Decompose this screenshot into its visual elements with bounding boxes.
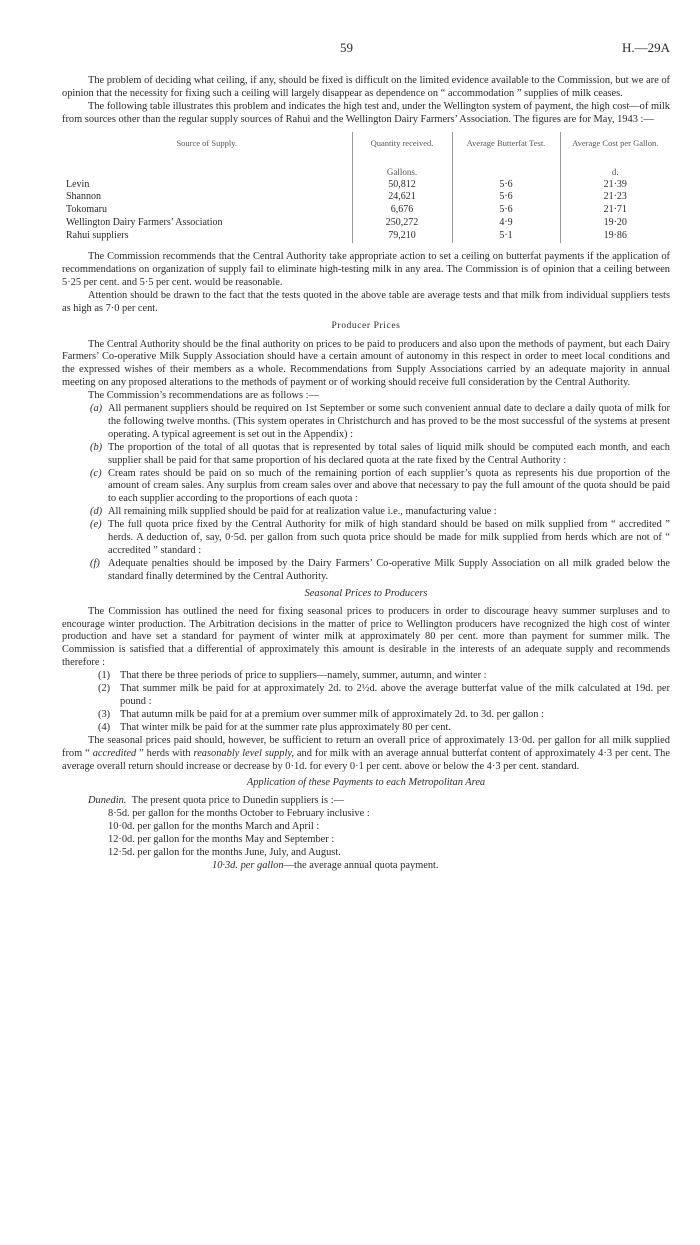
list-item-text: That summer milk be paid for at approximately 2d. to 2½d. above the average butterfat value of the milk calculated at 19d. per pound : xyxy=(120,683,670,707)
row-source: Levin xyxy=(66,178,90,190)
average-quota-summary: 10·3d. per gallon—the average annual quota payment. xyxy=(212,859,439,871)
list-item-text: All remaining milk supplied should be paid for at realization value i.e., manufacturing value : xyxy=(108,506,497,518)
list-item-text: That autumn milk be paid for at a premium over summer milk of approximately 2d. to 3d. per gallon : xyxy=(120,708,544,720)
paragraph-ceiling: The problem of deciding what ceiling, if any, should be fixed is difficult on the limited evidence available to the Commission, but we are of opinion that the necessity for fixing such a ceiling will largely disappear as dependence on “ accommodation ” supplies of milk ceases. xyxy=(62,75,670,99)
units-row xyxy=(62,162,670,179)
row-cost: 19·86 xyxy=(560,230,670,243)
list-item-label: (e) xyxy=(90,519,102,531)
list-item-text: Adequate penalties should be imposed by the Dairy Farmers’ Co-operative Milk Supply Association on all milk graded below the standard finally determined by the Central Authority. xyxy=(108,557,670,582)
paragraph-recommendations-intro: The Commission’s recommendations are as follows :— xyxy=(88,390,319,402)
rate-line: 12·5d. per gallon for the months June, July, and August. xyxy=(108,846,341,858)
list-item-label: (3) xyxy=(98,708,111,720)
rate-line: 8·5d. per gallon for the months October to February inclusive : xyxy=(108,808,370,820)
paragraph-central-authority: The Central Authority should be the final authority on prices to be paid to producers and also upon the methods of payment, but each Dairy Farmers’ Co-operative Milk Supply Association should have a certain amount of autonomy in this respect in order to meet local conditions and the expressed wishes of their members as a whole. Recommendations from Supply Associations carried by an adequate majority in annual meeting on any proposed alterations to the methods of payment or of working should receive full consideration by the Central Authority. xyxy=(62,338,670,389)
column-header-quantity: Quantity received. xyxy=(352,132,452,162)
dunedin-intro: The present quota price to Dunedin suppliers is :— xyxy=(131,795,344,807)
list-item-label: (d) xyxy=(90,506,103,518)
row-source: Tokomaru xyxy=(66,204,107,216)
paragraph-ceiling-recommendation: The Commission recommends that the Central Authority take appropriate action to set a ceiling on butterfat payments if the application of recommendations on organization of supply fail to eliminate high-testing milk in any area. The Commission is of opinion that a ceiling between 5·25 per cent. and 5·5 per cent. would be reasonable. xyxy=(62,251,670,288)
page-number: 59 xyxy=(340,40,353,55)
table-row xyxy=(62,179,670,192)
heading-seasonal-prices: Seasonal Prices to Producers xyxy=(304,587,428,599)
list-item xyxy=(62,468,670,507)
rate-line: 12·0d. per gallon for the months May and September : xyxy=(108,834,335,846)
page-header xyxy=(60,40,670,60)
unit-test xyxy=(452,162,560,179)
row-cost: 21·39 xyxy=(560,179,670,192)
recommendations-list xyxy=(62,403,670,584)
list-item-text: That there be three periods of price to suppliers—namely, summer, autumn, and winter : xyxy=(120,670,487,682)
row-test: 5·6 xyxy=(452,204,560,217)
list-item-text: The full quota price fixed by the Central Authority for milk of high standard should be based on milk supplied from “ accredited ” herds. A deduction of, say, 0·5d. per gallon from such quota price should be made for milk supplied from herds which are not of “ accredited ” standard : xyxy=(108,519,670,556)
paragraph-seasonal: The Commission has outlined the need for fixing seasonal prices to producers in order to discourage heavy summer surpluses and to encourage winter production. The Arbitration decisions in the matter of price to Wellington producers have recognized the high cost of winter production and have set a standard for payment of winter milk at approximately 80 per cent. more than payment for summer milk. The Commission is satisfied that a differential of approximately this amount is desirable in the interests of an adequate supply and recommends therefore : xyxy=(62,605,670,669)
seasonal-list xyxy=(62,670,670,735)
row-cost: 19·20 xyxy=(560,217,670,230)
row-source: Shannon xyxy=(66,191,101,203)
list-item-label: (f) xyxy=(90,557,100,569)
heading-producer-prices: Producer Prices xyxy=(331,320,401,331)
city-name: Dunedin. xyxy=(88,795,127,807)
list-item-label: (1) xyxy=(98,670,111,682)
paragraph-seasonal-overall: The seasonal prices paid should, however, be sufficient to return an overall price of approximately 13·0d. per gallon for all milk supplied from “ accredited ” herds with reasonably level supply, and for milk with an average annual butterfat content of approximately 4·3 per cent. The average overall return should increase or decrease by 0·1d. for every 0·1 per cent. above or below the 4·3 per cent. standard. xyxy=(62,734,670,772)
list-item-label: (a) xyxy=(90,403,103,415)
row-quantity: 250,272 xyxy=(352,217,452,230)
list-item xyxy=(62,722,670,735)
heading-application: Application of these Payments to each Metropolitan Area xyxy=(246,777,486,789)
list-item xyxy=(62,709,670,722)
list-item-label: (2) xyxy=(98,683,111,695)
list-item xyxy=(62,442,670,468)
unit-cost: d. xyxy=(560,162,670,179)
page-body xyxy=(62,75,670,873)
table-row xyxy=(62,204,670,217)
row-test: 4·9 xyxy=(452,217,560,230)
column-header-test: Average Butterfat Test. xyxy=(452,132,560,162)
list-item xyxy=(62,506,670,519)
unit-quantity: Gallons. xyxy=(352,162,452,179)
list-item xyxy=(62,670,670,683)
column-header-cost: Average Cost per Gallon. xyxy=(560,132,670,162)
list-item xyxy=(62,519,670,558)
list-item-label: (b) xyxy=(90,441,103,453)
list-item-label: (c) xyxy=(90,467,102,479)
row-cost: 21·71 xyxy=(560,204,670,217)
row-source: Wellington Dairy Farmers’ Association xyxy=(66,217,223,229)
supply-table xyxy=(62,132,670,243)
rate-line: 10·0d. per gallon for the months March and April : xyxy=(108,821,320,833)
row-quantity: 6,676 xyxy=(352,204,452,217)
list-item-text: The proportion of the total of all quotas that is represented by total sales of liquid milk should be computed each month, and each supplier shall be paid for that same proportion of his declared quota at the rate fixed by the Central Authority : xyxy=(108,441,670,466)
unit-source xyxy=(62,162,352,179)
paragraph-dunedin xyxy=(88,795,670,808)
row-test: 5·1 xyxy=(452,230,560,243)
row-cost: 21·23 xyxy=(560,191,670,204)
row-quantity: 79,210 xyxy=(352,230,452,243)
list-item-text: Cream rates should be paid on so much of the remaining portion of each supplier’s quota as represents his due proportion of the amount of cream sales. Any surplus from cream sales over and above that necessary to pay the full amount of the quota should be paid to each supplier according to the proportions of each quota : xyxy=(108,467,670,505)
supply-table-header xyxy=(62,132,670,162)
column-header-source: Source of Supply. xyxy=(176,137,238,148)
row-test: 5·6 xyxy=(452,191,560,204)
list-item xyxy=(62,403,670,442)
row-source: Rahui suppliers xyxy=(66,230,129,242)
row-quantity: 24,621 xyxy=(352,191,452,204)
paragraph-tests-note: Attention should be drawn to the fact that the tests quoted in the above table are average tests and that milk from individual suppliers tests as high as 7·0 per cent. xyxy=(62,289,670,314)
document-reference: H.—29A xyxy=(621,40,670,55)
row-test: 5·6 xyxy=(452,179,560,192)
list-item-label: (4) xyxy=(98,721,111,733)
row-quantity: 50,812 xyxy=(352,179,452,192)
table-row xyxy=(62,191,670,204)
table-row xyxy=(62,217,670,230)
list-item xyxy=(62,683,670,709)
paragraph-table-intro: The following table illustrates this problem and indicates the high test and, under the Wellington system of payment, the high cost—of milk from sources other than the regular supply sources of Rahui and the Wellington Dairy Farmers’ Association. The figures are for May, 1943 :— xyxy=(62,100,670,125)
list-item-text: That winter milk be paid for at the summer rate plus approximately 80 per cent. xyxy=(120,721,451,733)
dunedin-rates xyxy=(108,808,670,860)
table-row xyxy=(62,230,670,243)
list-item xyxy=(62,558,670,584)
list-item-text: All permanent suppliers should be required on 1st September or some such convenient annual date to declare a daily quota of milk for the following twelve months. (This system operates in Christchurch and has proved to be the most successful of the systems at present operating. A typical agreement is set out in the Appendix) : xyxy=(108,403,670,440)
